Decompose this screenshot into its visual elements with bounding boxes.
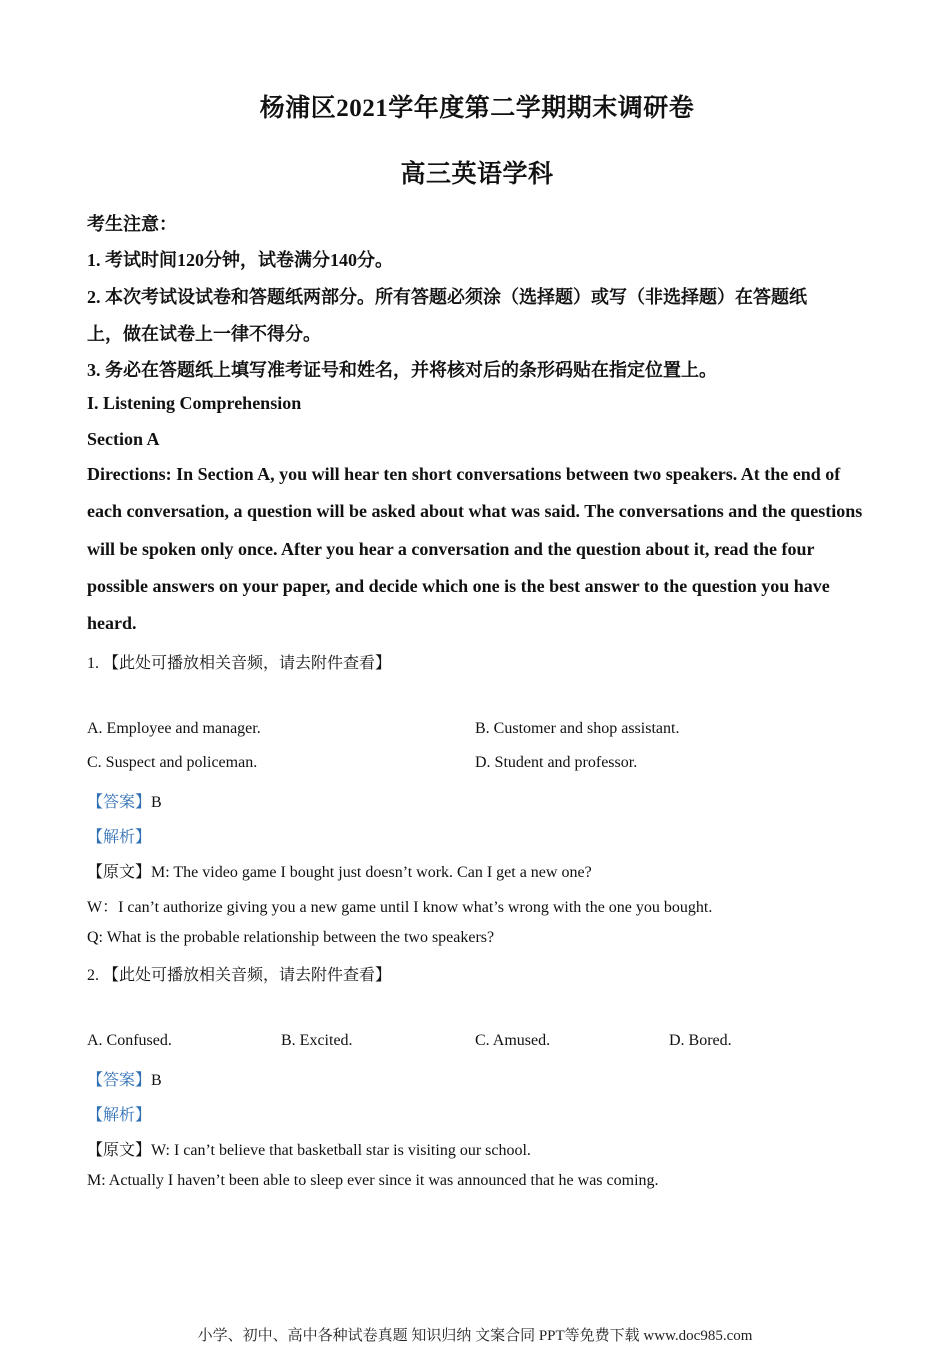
q2-answer: [87, 1067, 162, 1090]
question-2-stem: 2. 【此处可播放相关音频，请去附件查看】: [87, 967, 392, 984]
directions: Directions: In Section A, you will hear ten short conversations between two speakers. At the end of each conversation, a question will be asked about what was said. The conversations and the questions will be spoken only once. After you hear a conversation and the question about it, read the four possible answers on your paper, and decide which one is the best answer to the question you have heard.: [87, 464, 863, 634]
page-footer: 小学、初中、高中各种试卷真题 知识归纳 文案合同 PPT等免费下载 www.doc985.com: [197, 1328, 753, 1344]
notice-heading: 考生注意：: [87, 214, 177, 234]
notice-item-2-cont: 上，做在试卷上一律不得分。: [87, 324, 321, 344]
q1-transcript-label: 【原文】: [87, 864, 152, 881]
q2-transcript-1: [87, 1137, 531, 1160]
q2-transcript-2: M: Actually I haven’t been able to sleep ever since it was announced that he was coming.: [87, 1172, 659, 1189]
q1-option-b: B. Customer and shop assistant.: [475, 720, 680, 737]
q2-answer-label: 【答案】: [87, 1072, 152, 1089]
q1-transcript-1: [87, 859, 592, 882]
q2-analysis-label: 【解析】: [87, 1107, 152, 1124]
q1-option-d: D. Student and professor.: [475, 754, 638, 771]
q2-option-b: B. Excited.: [281, 1032, 353, 1049]
notice-item-2: 2. 本次考试设试卷和答题纸两部分。所有答题必须涂（选择题）或写（非选择题）在答题纸: [87, 287, 807, 307]
q1-transcript-2: W：I can’t authorize giving you a new game until I know what’s wrong with the one you bought.: [87, 899, 713, 916]
q1-transcript-line: M: The video game I bought just doesn’t work. Can I get a new one?: [151, 864, 592, 881]
q1-answer: [87, 789, 162, 812]
question-1-stem: 1. 【此处可播放相关音频，请去附件查看】: [87, 655, 392, 672]
q2-transcript-label: 【原文】: [87, 1142, 152, 1159]
q1-answer-label: 【答案】: [87, 794, 152, 811]
section-heading: Section A: [87, 429, 160, 449]
notice-item-1: 1. 考试时间120分钟，试卷满分140分。: [87, 250, 393, 270]
exam-subtitle: 高三英语学科: [400, 161, 554, 188]
exam-title: 杨浦区2021学年度第二学期期末调研卷: [259, 95, 695, 122]
q1-option-a: A. Employee and manager.: [87, 720, 261, 737]
q1-option-c: C. Suspect and policeman.: [87, 754, 258, 771]
q2-transcript-line: W: I can’t believe that basketball star is visiting our school.: [151, 1142, 531, 1159]
q1-answer-value: B: [151, 794, 162, 811]
q1-transcript-3: Q: What is the probable relationship between the two speakers?: [87, 929, 495, 946]
q2-option-a: A. Confused.: [87, 1032, 172, 1049]
q2-option-d: D. Bored.: [669, 1032, 732, 1049]
notice-item-3: 3. 务必在答题纸上填写准考证号和姓名，并将核对后的条形码贴在指定位置上。: [87, 360, 717, 380]
part-heading: I. Listening Comprehension: [87, 393, 302, 413]
q2-answer-value: B: [151, 1072, 162, 1089]
q1-analysis-label: 【解析】: [87, 829, 152, 846]
q2-option-c: C. Amused.: [475, 1032, 551, 1049]
